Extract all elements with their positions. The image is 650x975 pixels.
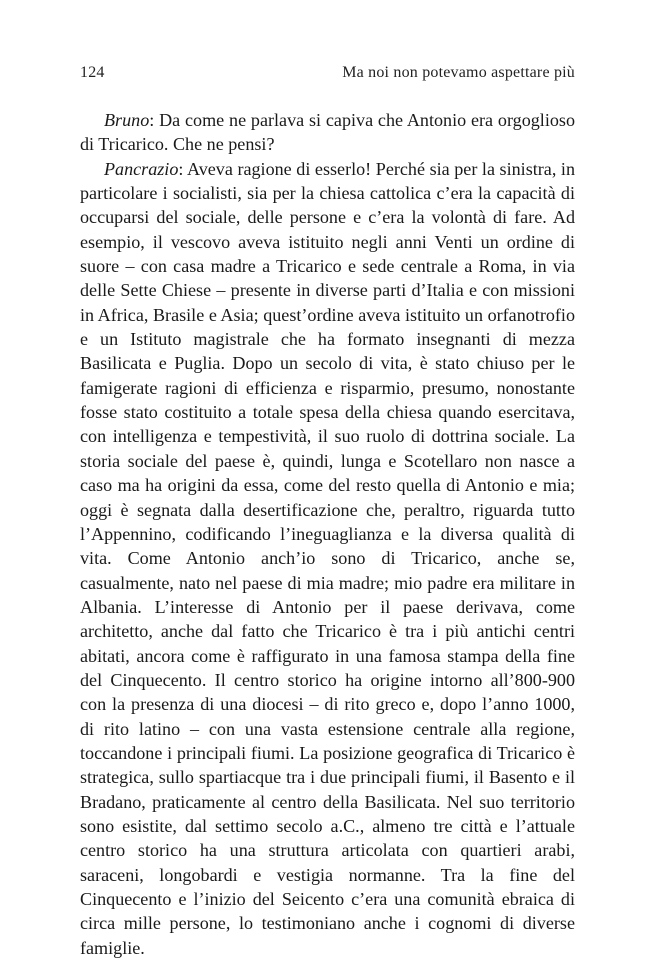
body-text [80, 108, 575, 960]
paragraph-bruno [80, 108, 575, 157]
book-page [80, 64, 575, 960]
running-title: Ma noi non potevamo aspettare più [342, 64, 575, 81]
paragraph-text: : Aveva ragione di esserlo! Perché sia per la sinistra, in particolare i socialisti, sia per la chiesa cattolica c’era la capacità di occuparsi del sociale, delle persone e c’era la volontà di fare. Ad esempio, il vescovo aveva istituito negli anni Venti un ordine di suore – con casa madre a Tricarico e sede centrale a Roma, in via delle Sette Chiese – presente in diverse parti d’Italia e con missioni in Africa, Brasile e Asia; quest’ordine aveva istituito un orfanotrofio e un Istituto magistrale che ha formato insegnanti di mezza Basilicata e Puglia. Dopo un secolo di vita, è stato chiuso per le famigerate ragioni di efficienza e risparmio, presumo, nonostante fosse stato costituito a totale spesa della chiesa quando esercitava, con intelligenza e tempestività, il suo ruolo di dottrina sociale. La storia sociale del paese è, quindi, lunga e Scotellaro non nasce a caso ma ha origini da essa, come del resto quella di Antonio e mia; oggi è segnata dalla desertificazione che, peraltro, riguarda tutto l’Appennino, codificando l’ineguaglianza e la diversa qualità di vita. Come Antonio anch’io sono di Tricarico, anche se, casualmente, nato nel paese di mia madre; mio padre era militare in Albania. L’interesse di Antonio per il paese derivava, come architetto, anche dal fatto che Tricarico è tra i più antichi centri abitati, ancora come è raffigurato in una famosa stampa della fine del Cinquecento. Il centro storico ha origine intorno all’800-900 con la presenza di una diocesi – di rito greco e, dopo l’anno 1000, di rito latino – con una vasta estensione centrale alla regione, toccandone i principali fiumi. La posizione geografica di Tricarico è strategica, sullo spartiacque tra i due principali fiumi, il Basento e il Bradano, praticamente al centro della Basilicata. Nel suo territorio sono esistite, dal settimo secolo a.C., almeno tre città e l’attuale centro storico ha una struttura articolata con quartieri arabi, saraceni, longobardi e vestigia normanne. Tra la fine del Cinquecento e l’inizio del Seicento c’era una comunità ebraica di circa mille persone, lo testimoniano anche i cognomi di diverse famiglie. [80, 158, 575, 958]
paragraph-text: : Da come ne parlava si capiva che Antonio era orgoglioso di Tricarico. Che ne pensi? [80, 110, 575, 155]
paragraph-pancrazio [80, 157, 575, 960]
running-head [80, 64, 575, 82]
speaker-name: Pancrazio [104, 158, 179, 179]
page-number: 124 [80, 64, 105, 81]
speaker-name: Bruno [104, 110, 150, 130]
